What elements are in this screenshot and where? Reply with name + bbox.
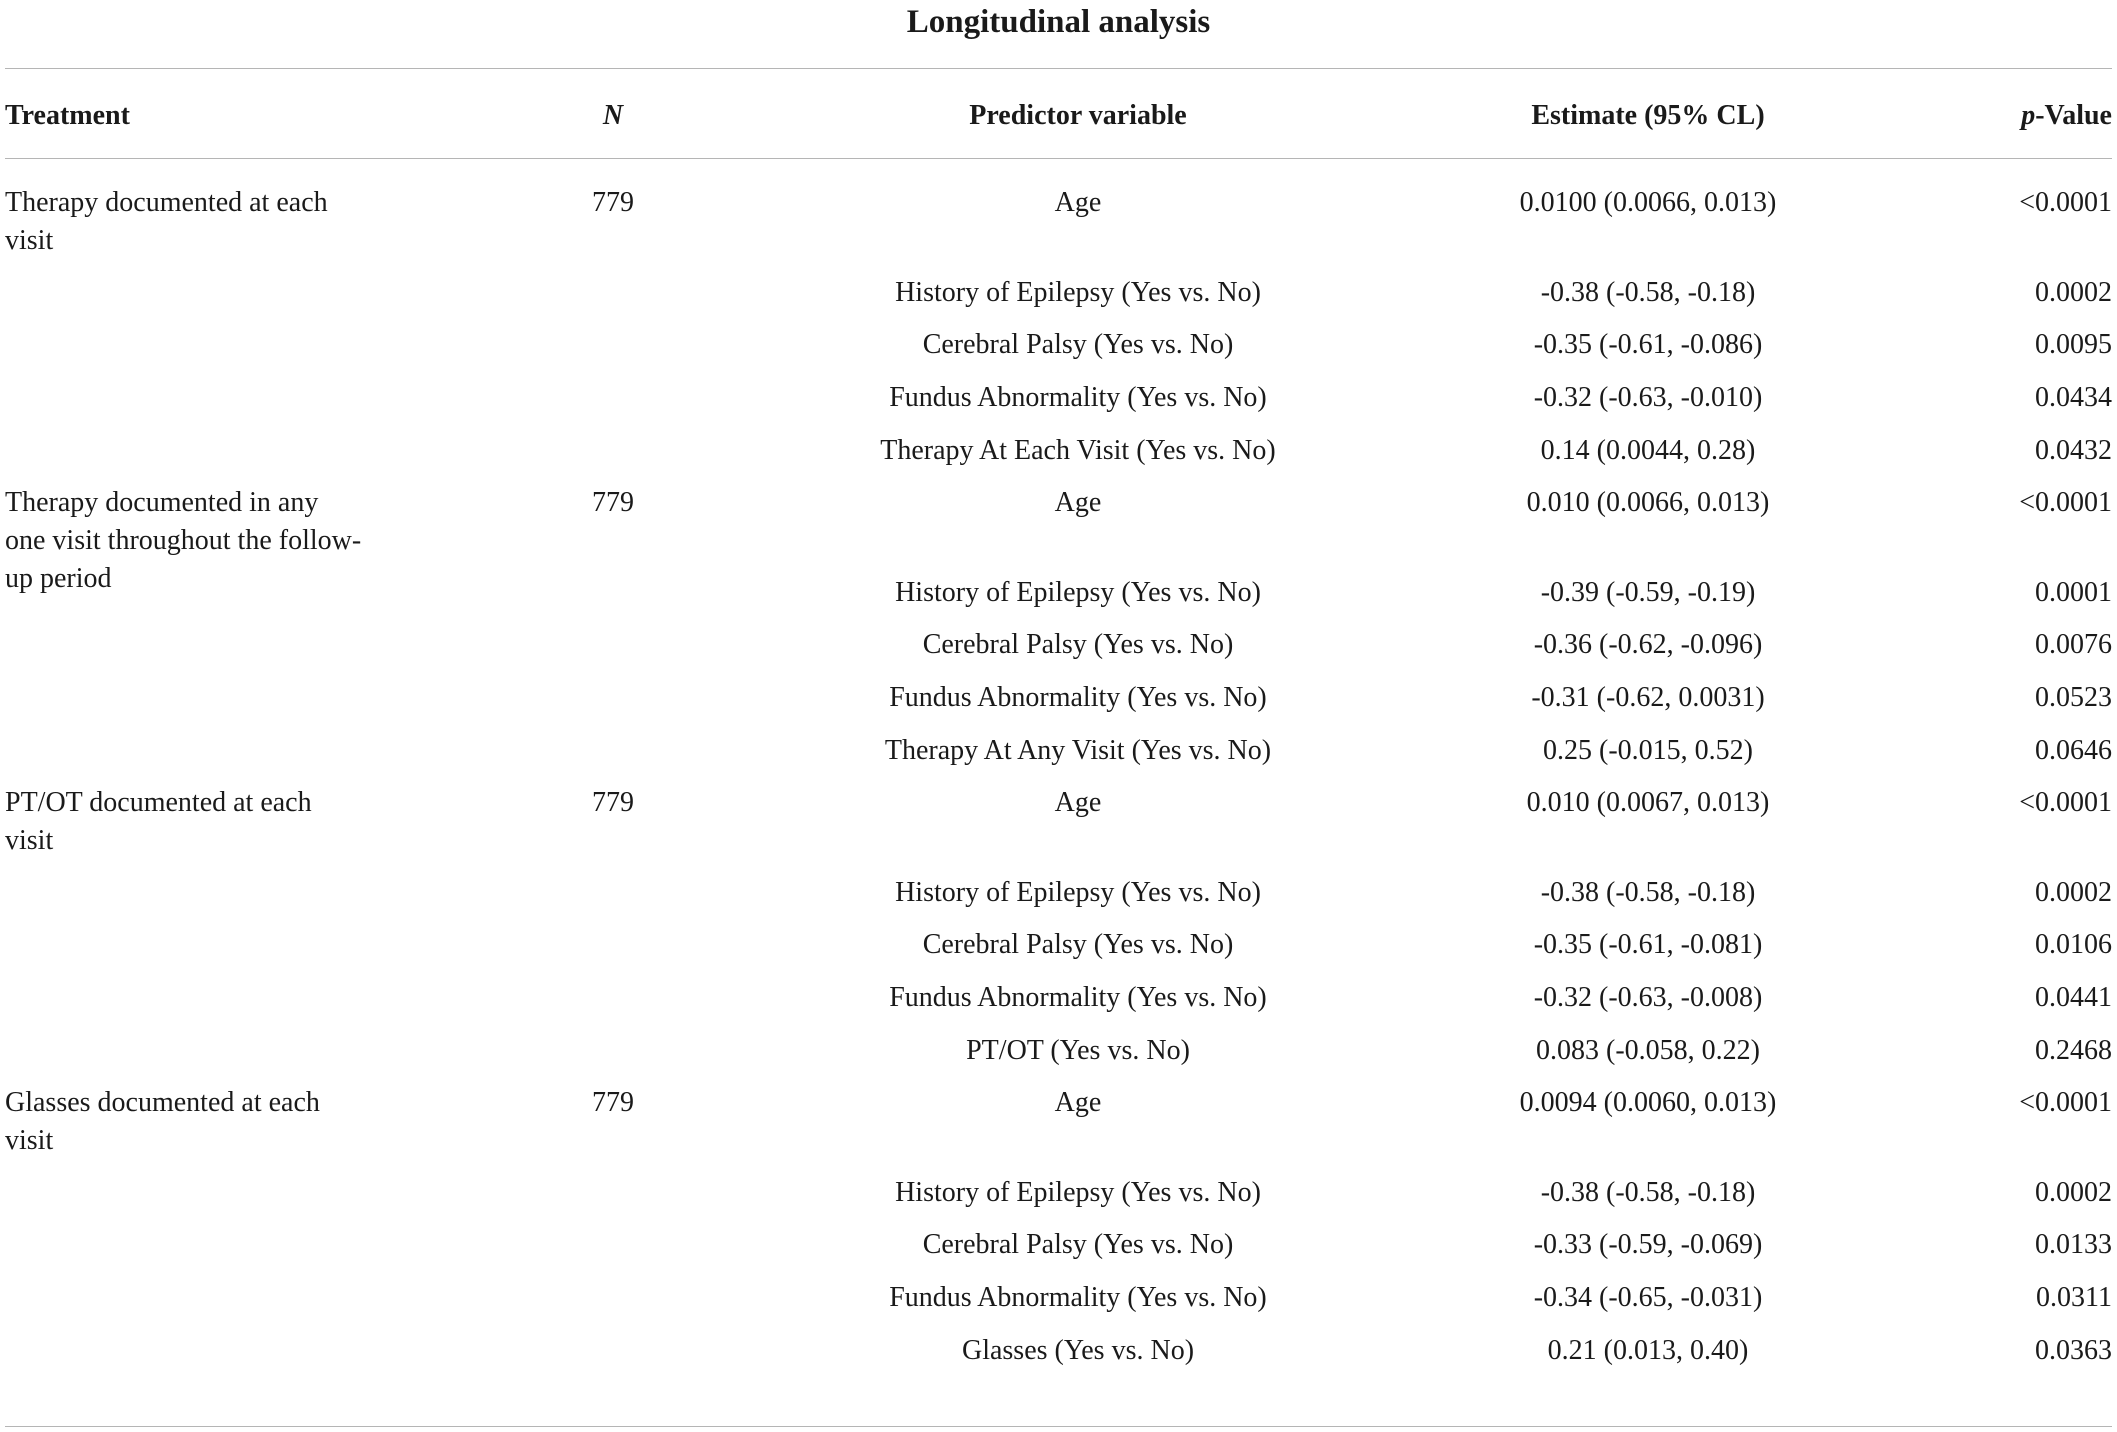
estimate-cell: -0.38 (-0.58, -0.18) bbox=[1540, 1177, 1756, 1208]
p-value-cell: <0.0001 bbox=[2019, 1087, 2112, 1118]
header-p-italic: p bbox=[2021, 100, 2036, 131]
header-predictor-variable: Predictor variable bbox=[969, 100, 1187, 131]
predictor-variable-cell: Fundus Abnormality (Yes vs. No) bbox=[889, 382, 1267, 413]
predictor-variable-cell: Therapy At Each Visit (Yes vs. No) bbox=[880, 435, 1276, 466]
estimate-cell: 0.14 (0.0044, 0.28) bbox=[1540, 435, 1756, 466]
predictor-variable-cell: History of Epilepsy (Yes vs. No) bbox=[895, 577, 1261, 608]
estimate-cell: -0.32 (-0.63, -0.010) bbox=[1533, 382, 1763, 413]
n-value: 779 bbox=[592, 787, 634, 818]
predictor-variable-cell: Cerebral Palsy (Yes vs. No) bbox=[922, 1229, 1234, 1260]
p-value-cell: <0.0001 bbox=[2019, 187, 2112, 218]
table-bottom-rule bbox=[5, 1426, 2112, 1427]
p-value-cell: 0.0106 bbox=[2035, 929, 2112, 960]
p-value-cell: 0.0076 bbox=[2035, 629, 2112, 660]
estimate-cell: -0.34 (-0.65, -0.031) bbox=[1533, 1282, 1763, 1313]
estimate-cell: 0.21 (0.013, 0.40) bbox=[1547, 1335, 1749, 1366]
p-value-cell: 0.0441 bbox=[2035, 982, 2112, 1013]
estimate-cell: -0.31 (-0.62, 0.0031) bbox=[1531, 682, 1765, 713]
estimate-cell: 0.083 (-0.058, 0.22) bbox=[1536, 1035, 1760, 1066]
estimate-cell: 0.0100 (0.0066, 0.013) bbox=[1519, 187, 1777, 218]
estimate-cell: 0.010 (0.0066, 0.013) bbox=[1526, 487, 1770, 518]
treatment-label: Therapy documented at each visit bbox=[5, 187, 328, 256]
estimate-cell: 0.010 (0.0067, 0.013) bbox=[1526, 787, 1770, 818]
estimate-cell: -0.35 (-0.61, -0.086) bbox=[1533, 329, 1763, 360]
header-bottom-rule bbox=[5, 158, 2112, 159]
p-value-cell: 0.0002 bbox=[2035, 877, 2112, 908]
predictor-variable-cell: History of Epilepsy (Yes vs. No) bbox=[895, 1177, 1261, 1208]
p-value-cell: 0.0523 bbox=[2035, 682, 2112, 713]
p-value-cell: 0.0001 bbox=[2035, 577, 2112, 608]
p-value-cell: 0.0095 bbox=[2035, 329, 2112, 360]
predictor-variable-cell: Cerebral Palsy (Yes vs. No) bbox=[922, 329, 1234, 360]
treatment-label: Therapy documented in any one visit throughout the follow-up period bbox=[5, 487, 362, 594]
predictor-variable-cell: Cerebral Palsy (Yes vs. No) bbox=[922, 929, 1234, 960]
p-value-cell: 0.0363 bbox=[2035, 1335, 2112, 1366]
header-p-value bbox=[2021, 96, 2112, 136]
predictor-variable-cell: Fundus Abnormality (Yes vs. No) bbox=[889, 982, 1267, 1013]
header-treatment: Treatment bbox=[5, 100, 130, 131]
predictor-variable-cell: Fundus Abnormality (Yes vs. No) bbox=[889, 1282, 1267, 1313]
predictor-variable-cell: Cerebral Palsy (Yes vs. No) bbox=[922, 629, 1234, 660]
table-top-rule bbox=[5, 68, 2112, 69]
estimate-cell: -0.38 (-0.58, -0.18) bbox=[1540, 877, 1756, 908]
p-value-cell: <0.0001 bbox=[2019, 787, 2112, 818]
p-value-cell: 0.0002 bbox=[2035, 277, 2112, 308]
predictor-variable-cell: Glasses (Yes vs. No) bbox=[961, 1335, 1195, 1366]
predictor-variable-cell: Age bbox=[1054, 487, 1102, 518]
estimate-cell: 0.0094 (0.0060, 0.013) bbox=[1519, 1087, 1777, 1118]
n-value: 779 bbox=[592, 487, 634, 518]
predictor-variable-cell: Therapy At Any Visit (Yes vs. No) bbox=[884, 735, 1272, 766]
predictor-variable-cell: History of Epilepsy (Yes vs. No) bbox=[895, 877, 1261, 908]
estimate-cell: 0.25 (-0.015, 0.52) bbox=[1543, 735, 1753, 766]
estimate-cell: -0.39 (-0.59, -0.19) bbox=[1540, 577, 1756, 608]
n-value: 779 bbox=[592, 1087, 634, 1118]
treatment-label: Glasses documented at each visit bbox=[5, 1087, 320, 1156]
p-value-cell: 0.0002 bbox=[2035, 1177, 2112, 1208]
p-value-cell: 0.2468 bbox=[2035, 1035, 2112, 1066]
header-n: N bbox=[602, 100, 624, 131]
predictor-variable-cell: History of Epilepsy (Yes vs. No) bbox=[895, 277, 1261, 308]
table-caption: Longitudinal analysis bbox=[906, 4, 1211, 40]
p-value-cell: 0.0646 bbox=[2035, 735, 2112, 766]
predictor-variable-cell: Age bbox=[1054, 787, 1102, 818]
header-estimate: Estimate (95% CL) bbox=[1531, 100, 1765, 131]
estimate-cell: -0.32 (-0.63, -0.008) bbox=[1533, 982, 1763, 1013]
p-value-cell: 0.0311 bbox=[2036, 1282, 2112, 1313]
p-value-cell: 0.0133 bbox=[2035, 1229, 2112, 1260]
predictor-variable-cell: Age bbox=[1054, 1087, 1102, 1118]
header-p-rest: -Value bbox=[2035, 100, 2112, 131]
predictor-variable-cell: Fundus Abnormality (Yes vs. No) bbox=[889, 682, 1267, 713]
p-value-cell: <0.0001 bbox=[2019, 487, 2112, 518]
estimate-cell: -0.33 (-0.59, -0.069) bbox=[1533, 1229, 1763, 1260]
predictor-variable-cell: Age bbox=[1054, 187, 1102, 218]
estimate-cell: -0.36 (-0.62, -0.096) bbox=[1533, 629, 1763, 660]
predictor-variable-cell: PT/OT (Yes vs. No) bbox=[966, 1035, 1190, 1066]
p-value-cell: 0.0434 bbox=[2035, 382, 2112, 413]
estimate-cell: -0.38 (-0.58, -0.18) bbox=[1540, 277, 1756, 308]
n-value: 779 bbox=[592, 187, 634, 218]
p-value-cell: 0.0432 bbox=[2035, 435, 2112, 466]
estimate-cell: -0.35 (-0.61, -0.081) bbox=[1533, 929, 1763, 960]
treatment-label: PT/OT documented at each visit bbox=[5, 787, 312, 856]
